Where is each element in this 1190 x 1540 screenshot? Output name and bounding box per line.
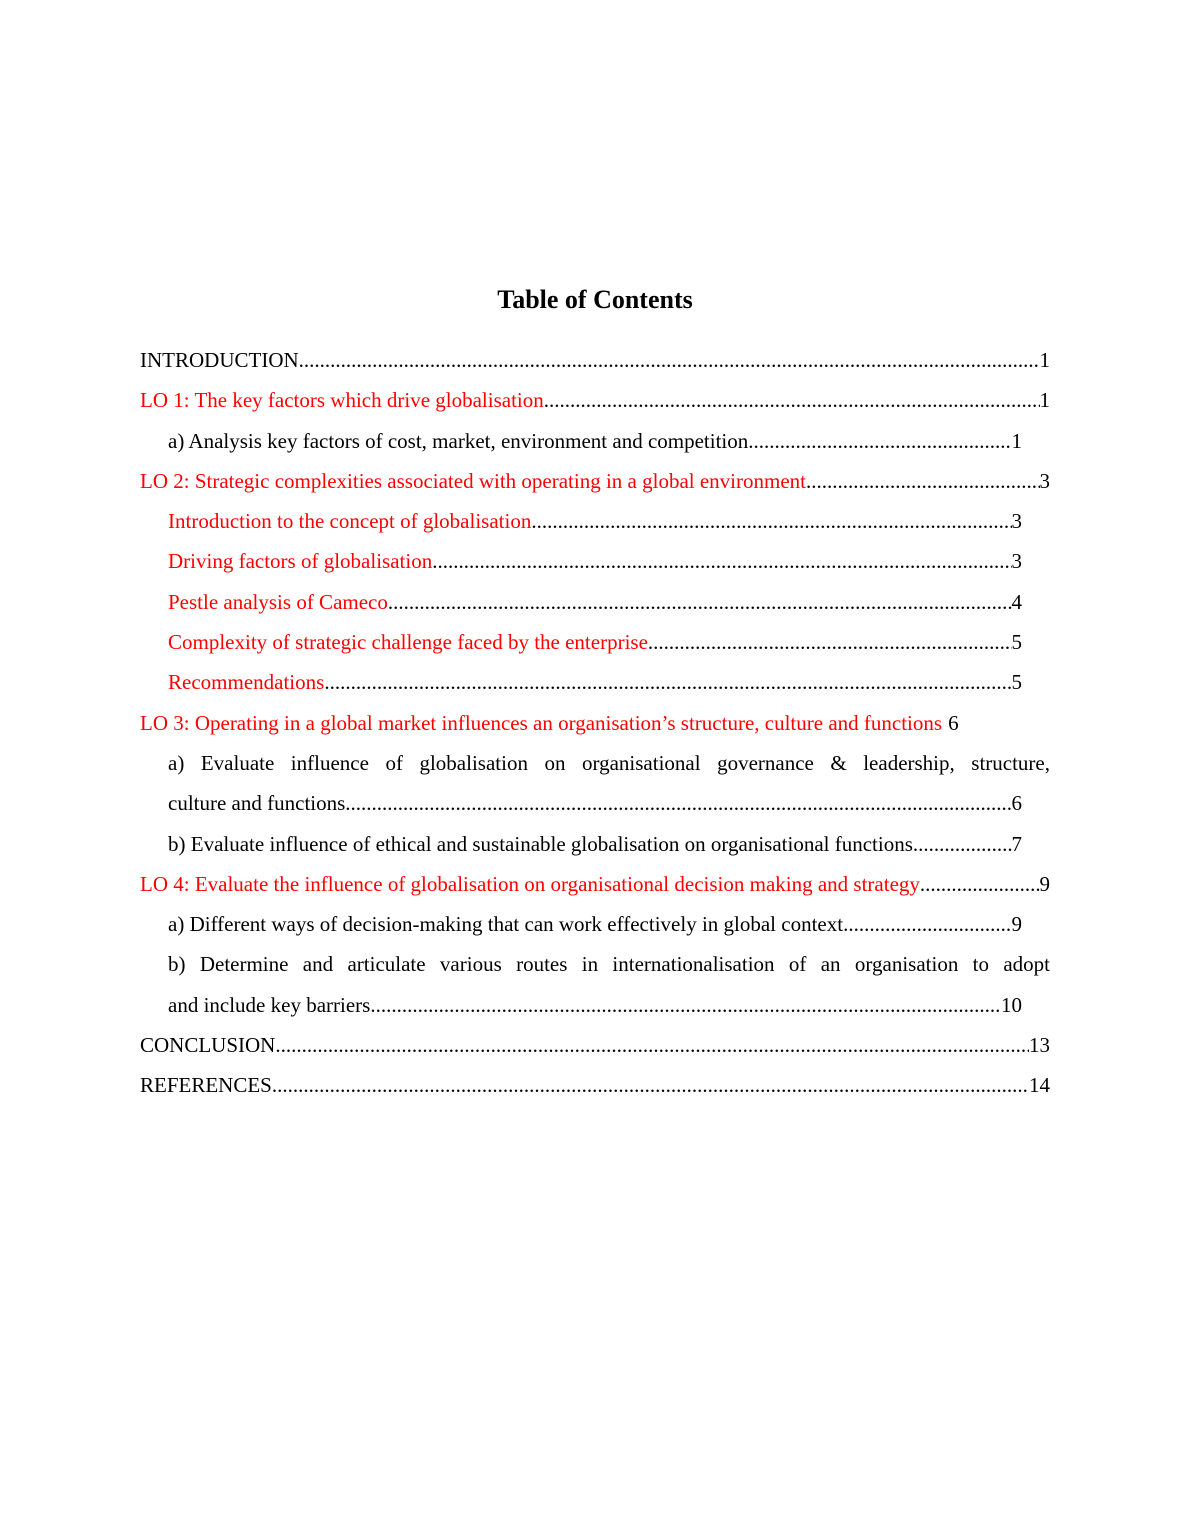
toc-entry-lo4[interactable] (140, 864, 1050, 904)
toc-page-number: 5 (1011, 670, 1022, 695)
toc-page-number: 13 (1029, 1033, 1050, 1058)
toc-entry-text: a) Different ways of decision-making that can work effectively in global context (168, 912, 844, 937)
toc-page-number: 6 (1011, 791, 1022, 816)
toc-entry-text: b) Evaluate influence of ethical and sustainable globalisation on organisational functions. (168, 831, 919, 856)
toc-leader-dots (345, 783, 1011, 823)
toc-title: Table of Contents (497, 285, 693, 314)
toc-entry-lo2[interactable] (140, 461, 1050, 501)
toc-entry-text: LO 4: Evaluate the influence of globalisation on organisational decision making and strategy (140, 871, 920, 896)
toc-leader-dots (544, 380, 1040, 420)
toc-entry-lo3-b[interactable] (168, 824, 1022, 864)
toc-leader-dots (275, 1025, 1029, 1065)
toc-entry-lo4-b[interactable] (168, 944, 1050, 1025)
toc-entry-text-line2: culture and functions (168, 791, 346, 816)
toc-page-number: 1 (1039, 348, 1050, 372)
toc-entry-text: Pestle analysis of Cameco (168, 589, 388, 614)
toc-page-number: 1 (1039, 388, 1050, 413)
toc-page-number: 7 (1011, 831, 1022, 856)
toc-entry-text: a) Analysis key factors of cost, market, environment and competition (168, 428, 749, 453)
toc-entry-text: INTRODUCTION (140, 348, 299, 372)
toc-entry-text: Recommendations (168, 670, 325, 695)
toc-entry-text: Introduction to the concept of globalisation (168, 509, 532, 534)
toc-entry-text: REFERENCES (140, 1073, 272, 1098)
toc-leader-dots (272, 1065, 1029, 1105)
toc-entry-text: CONCLUSION (140, 1033, 276, 1058)
toc-leader-dots (388, 582, 1012, 622)
toc-entry-lo1-a[interactable] (168, 421, 1022, 461)
toc-entry-lo4-a[interactable] (168, 904, 1022, 944)
toc-entry-text: LO 2: Strategic complexities associated with operating in a global environment (140, 468, 806, 493)
toc-entry-lo3[interactable] (140, 703, 1050, 743)
toc-entry-text-line1: a) Evaluate influence of globalisation on organisational governance & leadership, structure, (168, 750, 1050, 775)
toc-entry-lo1[interactable] (140, 380, 1050, 420)
toc-entry-text-line2: and include key barriers (168, 992, 371, 1017)
toc-leader-dots (920, 864, 1040, 904)
toc-page-number: 9 (1039, 871, 1050, 896)
toc-entry-lo2-intro[interactable] (168, 501, 1022, 541)
toc-leader-dots (748, 421, 1011, 461)
toc-entry-text: LO 1: The key factors which drive globalisation (140, 388, 544, 413)
toc-leader-dots (299, 340, 1040, 380)
toc-page-number: 9 (1011, 912, 1022, 937)
toc-entry-introduction[interactable] (140, 340, 1050, 380)
table-of-contents (140, 340, 1050, 1106)
toc-leader-dots (531, 501, 1011, 541)
toc-leader-dots (324, 662, 1011, 702)
toc-page-number: 4 (1011, 589, 1022, 614)
toc-page-number: 14 (1029, 1073, 1050, 1098)
toc-entry-text: Driving factors of globalisation (168, 549, 433, 574)
toc-leader-dots (918, 824, 1011, 864)
toc-entry-references[interactable] (140, 1065, 1050, 1105)
toc-entry-lo2-recommendations[interactable] (168, 662, 1022, 702)
toc-leader-dots (806, 461, 1040, 501)
toc-entry-conclusion[interactable] (140, 1025, 1050, 1065)
toc-page-number: 3 (1039, 468, 1050, 493)
toc-entry-lo2-complexity[interactable] (168, 622, 1022, 662)
toc-page-number: 5 (1011, 630, 1022, 655)
toc-page-number: 10 (1001, 992, 1022, 1017)
toc-entry-text: LO 3: Operating in a global market influences an organisation’s structure, culture and functions (140, 710, 943, 735)
toc-page-number: 1 (1011, 428, 1022, 453)
toc-entry-text: Complexity of strategic challenge faced by the enterprise (168, 630, 648, 655)
toc-leader-dots (432, 541, 1011, 581)
toc-entry-text-line1: b) Determine and articulate various routes in internationalisation of an organisation to adopt (168, 952, 1050, 977)
toc-entry-lo3-a[interactable] (168, 743, 1050, 824)
toc-page-number: 3 (1011, 549, 1022, 574)
toc-page-number: 6 (948, 710, 959, 735)
toc-entry-lo2-pestle[interactable] (168, 582, 1022, 622)
toc-page-number: 3 (1011, 509, 1022, 534)
toc-entry-lo2-driving-factors[interactable] (168, 541, 1022, 581)
toc-leader-dots (370, 985, 1001, 1025)
toc-leader-dots (648, 622, 1012, 662)
toc-leader-dots (843, 904, 1011, 944)
